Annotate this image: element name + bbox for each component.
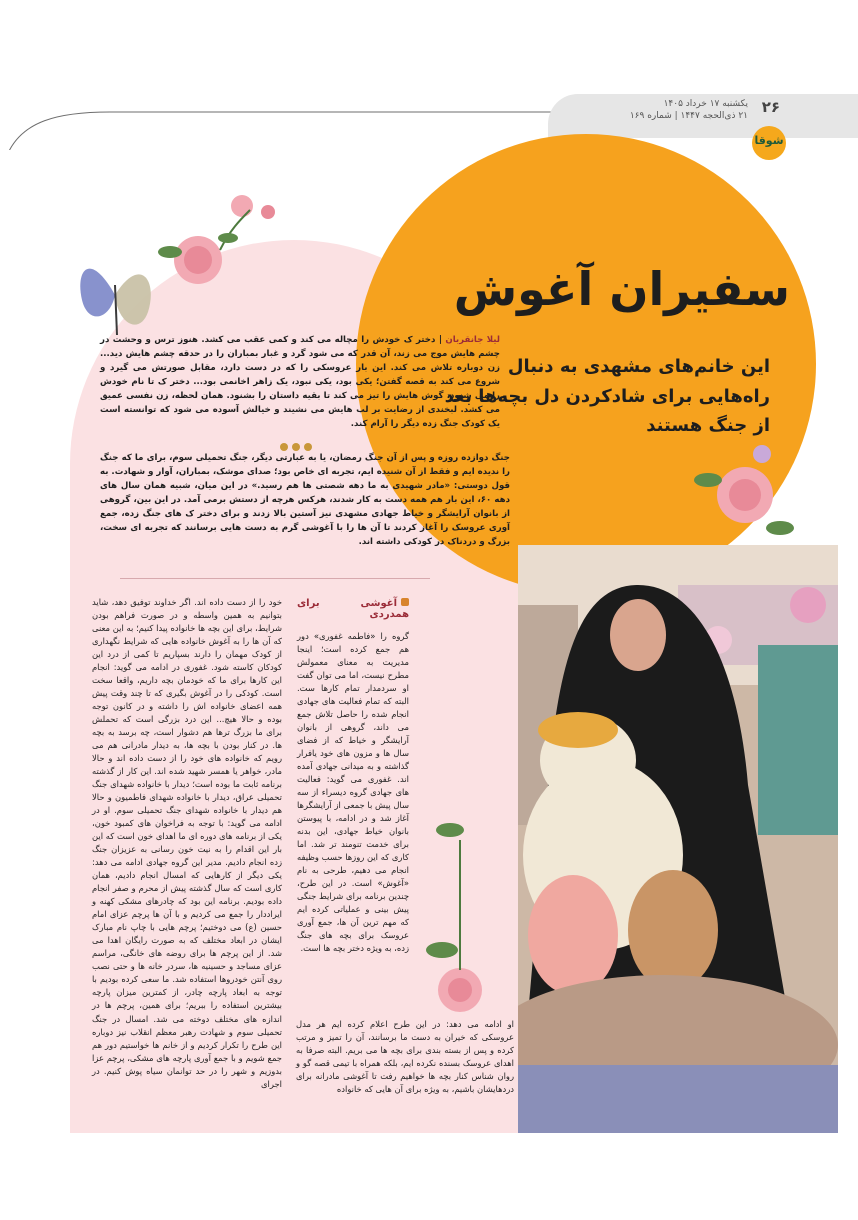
section-heading — [297, 598, 409, 620]
page-number: ۲۶ — [761, 98, 780, 116]
article-column-bottom: او ادامه می دهد: در این طرح اعلام کرده ایم هر مدل عروسکی که خیران به دست ما برسانند، آن را تمیز و مرتب کرده و پس از بسته بندی برای بچه ها می بریم. البته صرفا به اهدای عروسک بسنده نکرده ایم، بلکه همراه با تیمی قصه گو و روان شناس کنار بچه ها خواهیم رفت تا آغوشی مادرانه برای دردهایشان باشیم، به ویژه برای آن هایی که خانواده — [296, 1019, 514, 1095]
rose-illustration — [690, 440, 800, 550]
article-photo — [518, 545, 838, 1133]
article-author: لیلا جانقربان — [445, 335, 501, 345]
rose-illustration — [150, 190, 280, 300]
article-column-right — [297, 598, 409, 955]
logo-text: شوقا — [754, 134, 784, 147]
column-right-text: گروه را «فاطمه غفوری» دور هم جمع کرده است؛ اینجا مدیریت به معنای معمولش مطرح نیست، اما می توان گفت او سردمدار تمام کارها ست. البته که تمام فعالیت های جهادی انجام شده را حاصل تلاش جمع می داند، گروهی از بانوان آرایشگر و خیاط که از فضای سال ها و مزون های خود یافرار گذاشته و به میدانی جهادی آمده اند. غفوری می گوید: فعالیت های جهادی گروه دیسراء از سه سال پیش با جمعی از آرایشگرها آغاز شد و در ادامه، با پیوستن بانوان خیاط جهادی، این بدنه برای خدمت تنومند تر شد. اما کاری که این روزها حسب وظیفه انجام می دهیم، طرحی به نام «آغوش» است. در این طرح، چندین برنامه برای شرایط جنگی پیش بینی و عملیاتی کرده ایم که مهم ترین آن ها، جمع آوری عروسک برای بچه های جنگ زده، به ویژه دختر بچه ها است. — [297, 631, 409, 954]
section-divider — [120, 578, 430, 579]
separator-dots — [278, 436, 318, 448]
section-bullet-icon — [401, 598, 409, 606]
issue-number: ۲۱ ذی‌الحجه ۱۴۴۷ | شماره ۱۶۹ — [629, 111, 748, 121]
rose-illustration — [420, 790, 500, 1050]
magazine-logo — [752, 126, 786, 160]
article-intro: لیلا جانقربان | دختر ک خودش را مچاله می کند و کمی عقب می کشد. هنوز ترس و وحشت در چشم هایش موج می زند، آن قدر که می شود گرد و غبار بمباران را در حدقه چشم هایش دید... زن دوباره تلاش می کند. این بار عروسکی را که در دست دارد، مقابل صورتش می گیرد و شروع می کند به قصه گفتن؛ یکی بود، یکی نبود، یک زاهر اخانمی بود... دختر ک تا نام خودش را می شنود، گوش هایش را تیز می کند تا بقیه داستان را بشنود. همان لحظه، زن نفسی عمیق می کشد. لبخندی از رضایت بر لب هایش می نشیند و خیالش آسوده می شود که توانسته است یک کودک جنگ زده دیگر را آرام کند. — [100, 335, 501, 429]
intro-text: دختر ک خودش را مچاله می کند و کمی عقب می کشد. هنوز ترس و وحشت در چشم هایش موج می زند، آن قدر که می شود گرد و غبار بمباران را در حدقه چشم هایش دید... زن دوباره تلاش می کند. این بار عروسکی را که در دست دارد، مقابل صورتش می گیرد و شروع می کند به قصه گفتن؛ یکی بود، یکی نبود، یک زاهر اخانمی بود... دختر ک تا نام خودش را می شنود، گوش هایش را تیز می کند تا بقیه داستان را بشنود. همان لحظه، زن نفسی عمیق می کشد. لبخندی از رضایت بر لب هایش می نشیند و خیالش آسوده می شود که توانسته است یک کودک جنگ زده دیگر را آرام کند. — [100, 335, 500, 429]
article-column-left: خود را از دست داده اند. اگر خداوند توفیق دهد، شاید بتوانیم به همین واسطه و در صورت فراهم بودن شرایط، برای این بچه ها خانواده پیدا کنیم؛ به این معنی که آن ها را به آغوش خانواده هایی که شرایط نگهداری از کودک مهمان را دارند بسپاریم تا کمی از درد این کودکان کاسته شود. غفوری در ادامه می گوید: انجام این کارها برای ما که خودمان بچه داریم، واقعا سخت است. کودکی را در آغوش بگیری که تا چند وقت پیش همه اعضای خانواده اش را داشته و در کانون توجه بوده و حالا هیچ... این درد بزرگی است که تحملش برای ما بزرگ ترها هم دشوار است، چه برسد به بچه ها. در کنار بودن با بچه ها، به دیدار مادرانی هم می رویم که خانواده های خود را از دست داده اند و حالا مادر، خواهر یا همسر شهید شده اند. این کار از گذشته برنامه ثابت ما بوده است؛ دیدار با خانواده شهدای جنگ تحمیلی عراق، دیدار با خانواده شهدای فاطمیون و حالا هم دیدار با خانواده شهدای جنگ تحمیلی سوم. او در ادامه می گوید: با توجه به فراخوان های کمبود خون، یکی از برنامه های دوره ای ما اهدای خون است که این بار این اقدام را به نیت خون رسانی به عزیزان جنگ زده انجام دادیم. مدیر این گروه جهادی ادامه می دهد: یکی دیگر از کارهایی که امسال انجام دادیم، همان کاری است که سال گذشته پیش از محرم و صفر انجام داده بودیم. برنامه این بود که چادرهای مشکی کهنه و ایراددار را جمع می کردیم و با آن ها پرچم عزای امام حسین (ع) می دوختیم؛ پرچم هایی با چاپ نام مبارک ایشان در ابعاد مختلف که به صورت رایگان اهدا می شد. از این پرچم ها برای روضه های خانگی، مراسم عزای مساجد و حسینیه ها، سردر خانه ها و حتی نصب روی آنتن خودروها استفاده شد. ما سعی کرده بودیم با توجه به ابعاد پارچه چادر، از کمترین میزان پارچه بیشترین استفاده را ببریم؛ برای همین، پرچم ها در اندازه های مختلف دوخته می شد. امسال در جنگ تحمیلی سوم و شهادت رهبر معظم انقلاب نیز دوباره این طرح را تکرار کردیم و از خانم ها خواستیم دور هم جمع شویم و با جمع آوری پارچه های مشکی، پرچم عزا بدوزیم و شهر را در حد توانمان سیاه پوش کنیم. در اجرای — [92, 597, 282, 1089]
article-title: سفیران آغوش — [453, 262, 790, 316]
article-subtitle: این خانم‌های مشهدی به دنبال راه‌هایی برای شادکردن دل بچه‌ها بعد از جنگ هستند — [444, 356, 770, 437]
article-lead: جنگ دوازده روزه و پس از آن جنگ رمضان، یا به عبارتی دیگر، جنگ تحمیلی سوم، برای ما که جنگ را ندیده ایم و فقط از آن شنیده ایم، تجربه ای خاص بود؛ صدای موشک، بمباران، آوار و شهادت. به قول دوستی: «مادر شهیدی به ما دهه شصتی ها هم رسید.» در این میان، شبیه همان سال های دهه ۶۰، این بار هم همه دست به کار شدند، هرکس هرچه از دستش برمی آمد. در این بین، گروهی از بانوان آرایشگر و خیاط جهادی مشهدی نیز آستین بالا زدند و برای دختر ک های جنگ زده، جمع آوری عروسک را آغاز کردند تا آن ها را با آغوشی گرم به دست هایی برسانند که تجربه ای سخت، بزرگ و دردناک در کودکی داشته اند. — [100, 453, 510, 547]
section-heading-text: آغوشی برای همدردی — [297, 598, 409, 620]
issue-date: یکشنبه ۱۷ خرداد ۱۴۰۵ — [663, 99, 748, 109]
